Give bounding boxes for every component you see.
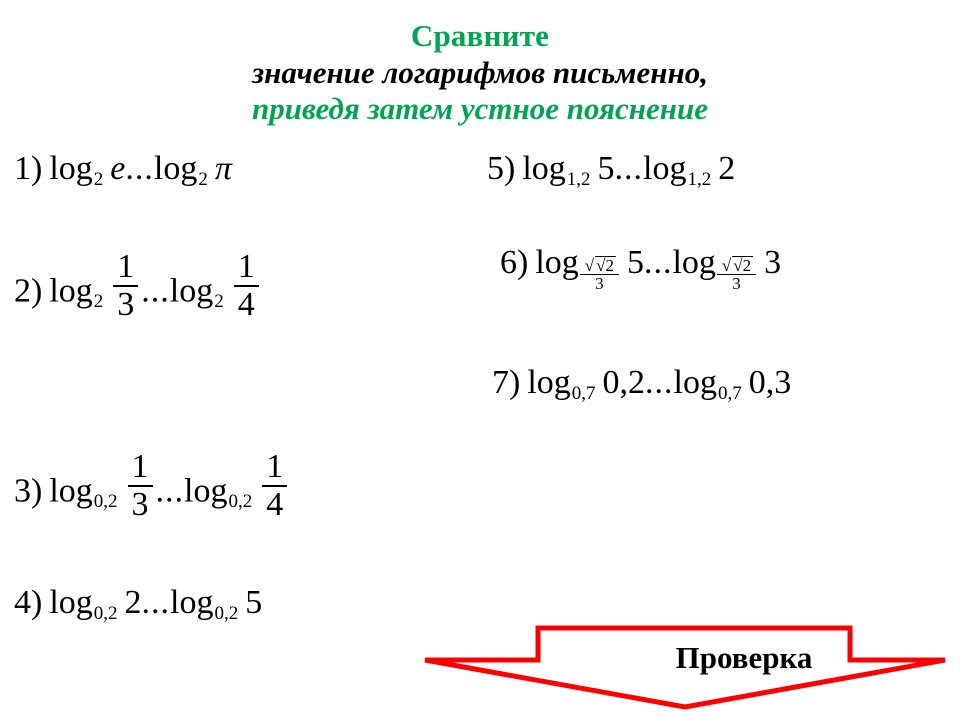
numerator: 1 — [266, 447, 284, 485]
exercise-1-base-left: 2 — [93, 168, 104, 190]
exercise-3-arg-left-fraction — [128, 447, 153, 524]
log-word: log — [643, 149, 687, 187]
exercise-6-base-right-fraction — [717, 256, 756, 292]
numerator: 1 — [237, 247, 255, 285]
exercise-2-base-left: 2 — [93, 291, 104, 313]
exercise-1-arg-left: e — [110, 149, 126, 187]
exercise-7-base-left: 0,7 — [571, 382, 596, 404]
check-button-label[interactable]: Проверка — [675, 640, 813, 675]
exercise-1 — [14, 150, 232, 191]
exercise-4 — [14, 584, 262, 625]
dots: ... — [141, 272, 170, 310]
exercise-7-base-right: 0,7 — [717, 382, 742, 404]
title-line-1: Сравните — [410, 18, 550, 53]
exercise-6-number: 6) — [500, 243, 529, 281]
sqrt-icon — [720, 256, 753, 274]
radical-sign: √ — [584, 255, 595, 275]
denominator: 4 — [266, 486, 284, 524]
exercise-5-arg-left: 5 — [597, 149, 615, 187]
exercise-1-arg-right: π — [214, 149, 232, 187]
radicand: √2 — [733, 255, 752, 275]
exercise-6-arg-left: 5 — [626, 243, 644, 281]
exercise-4-arg-left: 2 — [124, 583, 142, 621]
exercise-4-arg-right: 5 — [245, 583, 263, 621]
exercise-6-base-left-fraction — [580, 256, 619, 292]
exercise-7 — [492, 364, 791, 405]
dots: ... — [155, 472, 185, 510]
exercise-6 — [500, 244, 781, 292]
dots: ... — [614, 149, 644, 187]
log-word: log — [49, 149, 93, 187]
exercise-3-number: 3) — [14, 472, 43, 510]
numerator: 1 — [131, 447, 149, 485]
radicand: √2 — [596, 255, 614, 275]
exercise-5 — [487, 150, 735, 191]
denominator: 3 — [732, 273, 741, 293]
exercise-4-base-right: 0,2 — [214, 602, 239, 624]
sqrt-icon — [583, 256, 616, 274]
numerator: 1 — [117, 247, 135, 285]
log-word: log — [672, 243, 716, 281]
exercise-3 — [14, 447, 290, 524]
log-word: log — [49, 583, 93, 621]
page-title — [0, 0, 960, 128]
log-word: log — [673, 363, 717, 401]
denominator: 3 — [117, 286, 135, 324]
log-word: log — [153, 149, 198, 187]
exercise-3-arg-right-fraction — [262, 447, 287, 524]
exercise-2-base-right: 2 — [214, 291, 224, 313]
denominator: 4 — [237, 286, 255, 324]
log-word: log — [49, 472, 93, 510]
exercise-5-number: 5) — [487, 149, 516, 187]
exercise-7-number: 7) — [492, 363, 521, 401]
dots: ... — [645, 363, 674, 401]
exercise-area — [0, 128, 960, 668]
exercise-2-arg-right-fraction — [234, 247, 259, 324]
exercise-3-base-right: 0,2 — [228, 491, 253, 513]
check-button[interactable] — [420, 614, 950, 710]
log-word: log — [169, 272, 214, 310]
title-line-3: приведя затем устное пояснение — [252, 91, 708, 127]
log-word: log — [184, 472, 228, 510]
exercise-1-number: 1) — [14, 149, 43, 187]
title-line-2: значение логарифмов письменно, — [252, 54, 708, 90]
denominator: 3 — [595, 273, 604, 293]
exercise-5-base-right: 1,2 — [687, 168, 712, 190]
exercise-4-base-left: 0,2 — [93, 602, 118, 624]
denominator: 3 — [131, 486, 149, 524]
exercise-1-base-right: 2 — [198, 168, 208, 190]
exercise-6-arg-right: 3 — [764, 243, 782, 281]
exercise-7-arg-right: 0,3 — [748, 363, 792, 401]
radical-sign: √ — [721, 255, 732, 275]
exercise-2-number: 2) — [14, 272, 43, 310]
log-word: log — [170, 583, 214, 621]
dots: ... — [643, 243, 673, 281]
exercise-5-arg-right: 2 — [718, 149, 736, 187]
log-word: log — [522, 149, 566, 187]
exercise-4-number: 4) — [14, 583, 43, 621]
exercise-3-base-left: 0,2 — [93, 491, 118, 513]
numerator — [580, 256, 619, 274]
log-word: log — [527, 363, 571, 401]
exercise-2 — [14, 247, 262, 324]
exercise-5-base-left: 1,2 — [566, 168, 591, 190]
exercise-2-arg-left-fraction — [113, 247, 138, 324]
dots: ... — [141, 583, 171, 621]
exercise-7-arg-left: 0,2 — [602, 363, 646, 401]
log-word: log — [535, 243, 579, 281]
log-word: log — [49, 272, 93, 310]
dots: ... — [125, 149, 154, 187]
numerator — [717, 256, 756, 274]
